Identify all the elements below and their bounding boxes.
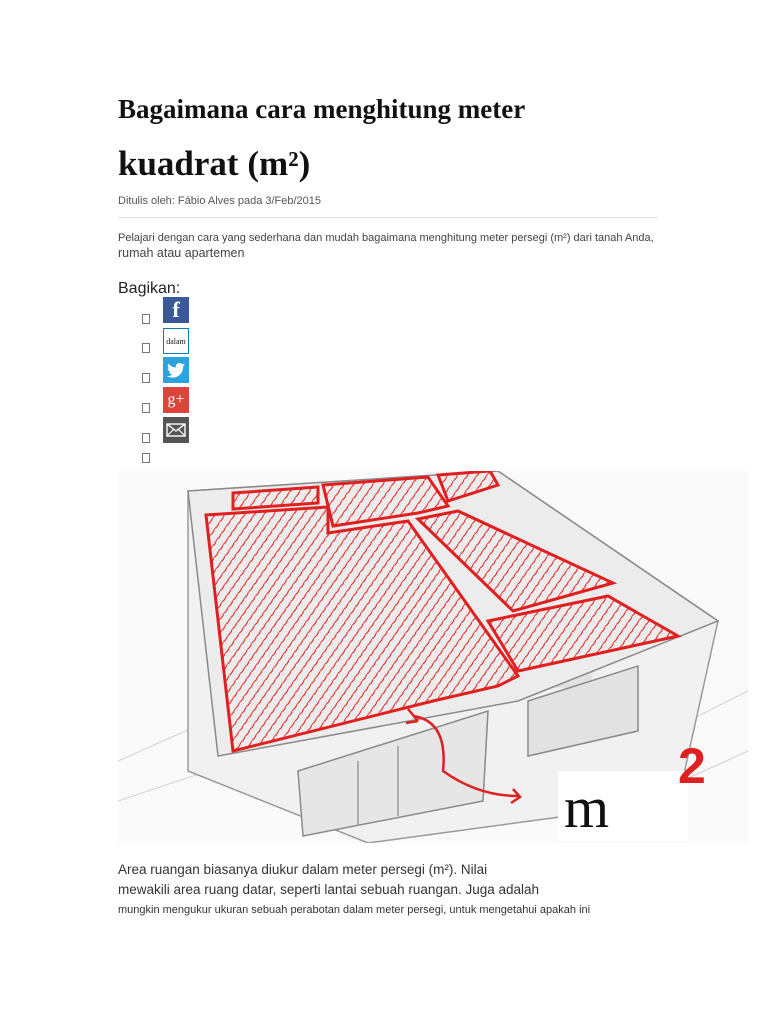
exponent-label: 2 bbox=[678, 738, 706, 794]
list-bullet bbox=[142, 453, 150, 463]
share-twitter-button[interactable] bbox=[163, 357, 189, 383]
lead-line-2: rumah atau apartemen bbox=[118, 246, 245, 260]
page-title-line-2: kuadrat (m²) bbox=[118, 144, 311, 183]
house-illustration bbox=[118, 471, 748, 843]
list-bullet bbox=[142, 403, 150, 413]
share-label: Bagikan: bbox=[118, 280, 181, 297]
share-google-plus-button[interactable] bbox=[163, 387, 189, 413]
divider bbox=[118, 217, 658, 218]
google-plus-icon: g+ bbox=[167, 391, 185, 408]
linkedin-icon: dalam bbox=[166, 336, 186, 346]
list-bullet bbox=[142, 343, 150, 353]
body-paragraph-line-3: mungkin mengukur ukuran sebuah perabotan dalam meter persegi, untuk mengetahui apakah ini bbox=[118, 904, 591, 916]
page-title-line-1: Bagaimana cara menghitung meter bbox=[118, 94, 526, 124]
envelope-icon bbox=[166, 423, 186, 437]
lead-line-1: Pelajari dengan cara yang sederhana dan mudah bagaimana menghitung meter persegi (m²) dari tanah Anda, bbox=[118, 232, 654, 244]
twitter-icon bbox=[167, 363, 185, 378]
share-linkedin-button[interactable] bbox=[163, 328, 189, 354]
body-paragraph-line-2: mewakili area ruang datar, seperti lantai sebuah ruangan. Juga adalah bbox=[118, 882, 540, 897]
body-paragraph-line-1: Area ruangan biasanya diukur dalam meter persegi (m²). Nilai bbox=[118, 862, 488, 877]
share-email-button[interactable] bbox=[163, 417, 189, 443]
list-bullet bbox=[142, 373, 150, 383]
byline: Ditulis oleh: Fábio Alves pada 3/Feb/2015 bbox=[118, 195, 322, 207]
share-facebook-button[interactable] bbox=[163, 297, 189, 323]
list-bullet bbox=[142, 433, 150, 443]
unit-label: m bbox=[564, 775, 610, 840]
list-bullet bbox=[142, 314, 150, 324]
facebook-icon: f bbox=[172, 297, 180, 322]
